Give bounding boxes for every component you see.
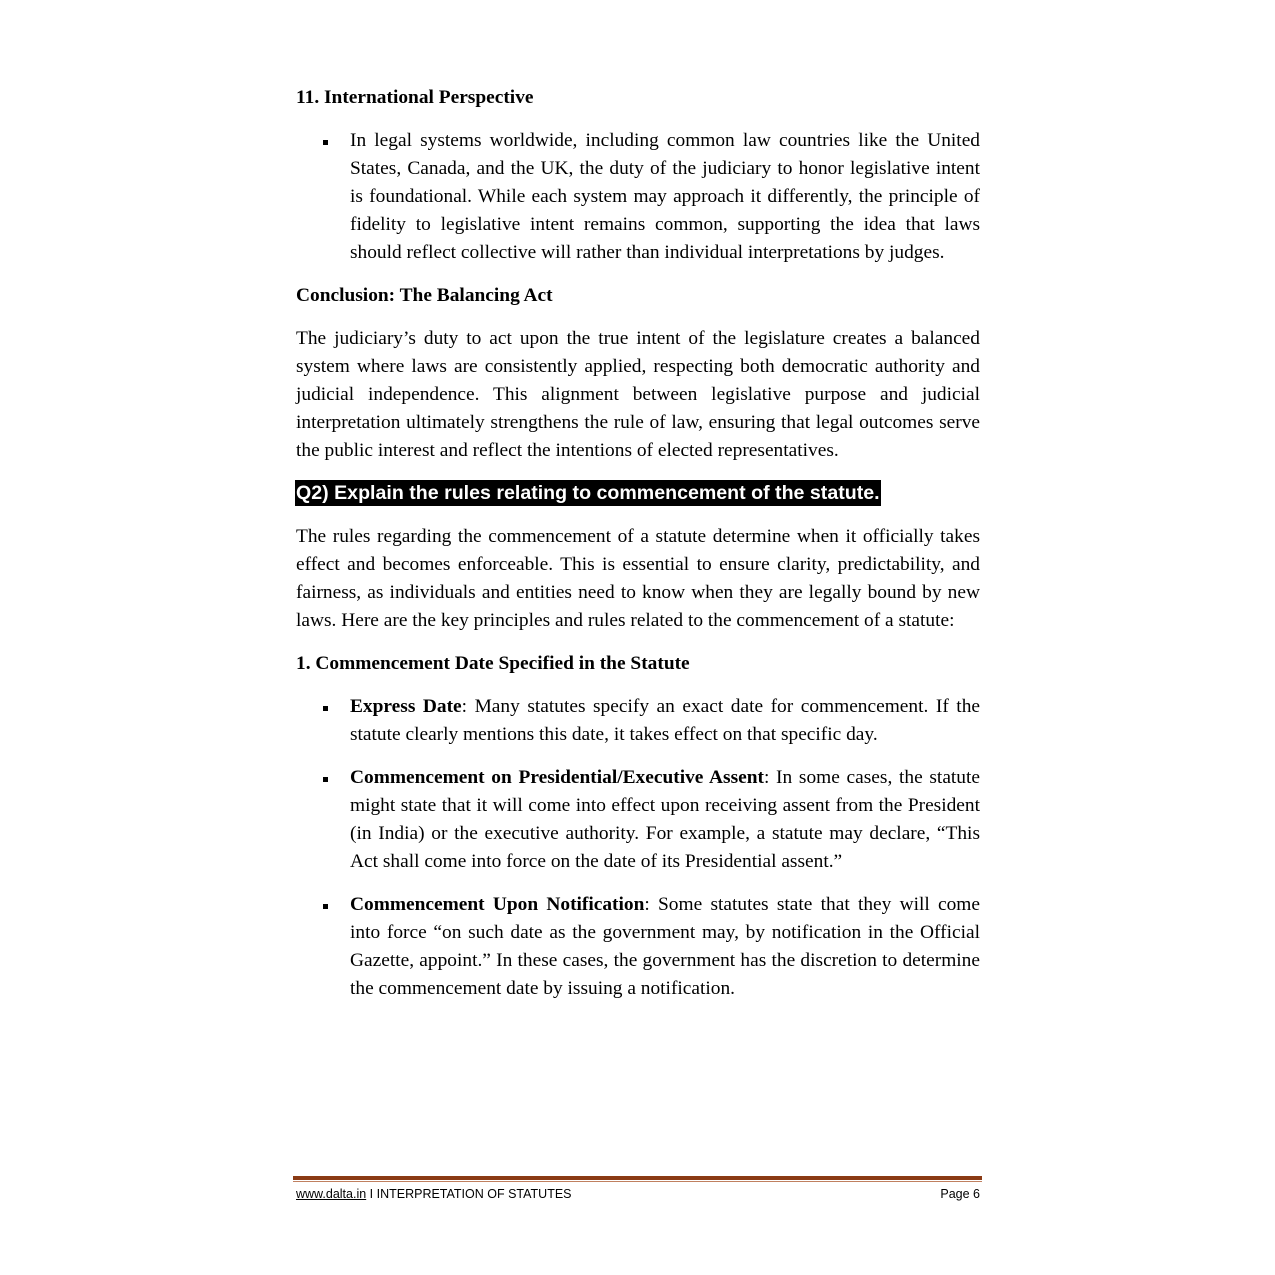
list-item-term: Commencement on Presidential/Executive Assent [350, 767, 764, 788]
list-item-text: In legal systems worldwide, including common law countries like the United States, Canada, and the UK, the duty of the judiciary to honor legislative intent is foundational. While each system may approach it differently, the principle of fidelity to legislative intent remains common, supporting the idea that laws should reflect collective will rather than individual interpretations by judges. [350, 130, 980, 263]
document-body [296, 84, 980, 1018]
page-footer [296, 1186, 980, 1202]
page-number: Page 6 [940, 1187, 980, 1201]
bullet-icon [323, 706, 328, 711]
footer-left [296, 1186, 572, 1202]
section-heading-commencement-date: 1. Commencement Date Specified in the Statute [296, 653, 690, 674]
question-heading [296, 480, 980, 508]
list-item-term: Commencement Upon Notification [350, 894, 645, 915]
list-item-text: : In some cases, the statute might state that it will come into effect upon receiving assent from the President (in India) or the executive authority. For example, a statute may declare, “This Act shall come into force on the date of its Presidential assent.” [350, 767, 981, 872]
list-item [296, 127, 980, 267]
list-item-text: : Some statutes state that they will come into force “on such date as the government may, by notification in the Official Gazette, appoint.” In these cases, the government has the discretion to determine the commencement date by issuing a notification. [350, 894, 980, 999]
bullet-icon [323, 140, 328, 145]
bullet-icon [323, 777, 328, 782]
list-item-text: : Many statutes specify an exact date for commencement. If the statute clearly mentions this date, it takes effect on that specific day. [350, 696, 980, 745]
q2-intro-paragraph: The rules regarding the commencement of a statute determine when it officially takes effect and becomes enforceable. This is essential to ensure clarity, predictability, and fairness, as individuals and entities need to know when they are legally bound by new laws. Here are the key principles and rules related to the commencement of a statute: [296, 526, 980, 631]
footer-rule [293, 1176, 982, 1180]
section-heading-conclusion: Conclusion: The Balancing Act [296, 285, 553, 306]
list-item [296, 693, 980, 749]
international-perspective-list [296, 127, 980, 267]
list-item-term: Express Date [350, 696, 462, 717]
footer-rule-thin [293, 1181, 982, 1182]
question-heading-text: Q2) Explain the rules relating to commencement of the statute. [296, 482, 880, 504]
bullet-icon [323, 904, 328, 909]
commencement-rules-list [296, 693, 980, 1003]
list-item [296, 764, 980, 876]
conclusion-paragraph: The judiciary’s duty to act upon the true intent of the legislature creates a balanced system where laws are consistently applied, respecting both democratic authority and judicial independence. This alignment between legislative purpose and judicial interpretation ultimately strengthens the rule of law, ensuring that legal outcomes serve the public interest and reflect the intentions of elected representatives. [296, 328, 980, 461]
list-item [296, 891, 980, 1003]
section-heading-international-perspective: 11. International Perspective [296, 87, 534, 108]
footer-title: I INTERPRETATION OF STATUTES [366, 1187, 572, 1201]
site-link[interactable]: www.dalta.in [296, 1187, 367, 1201]
